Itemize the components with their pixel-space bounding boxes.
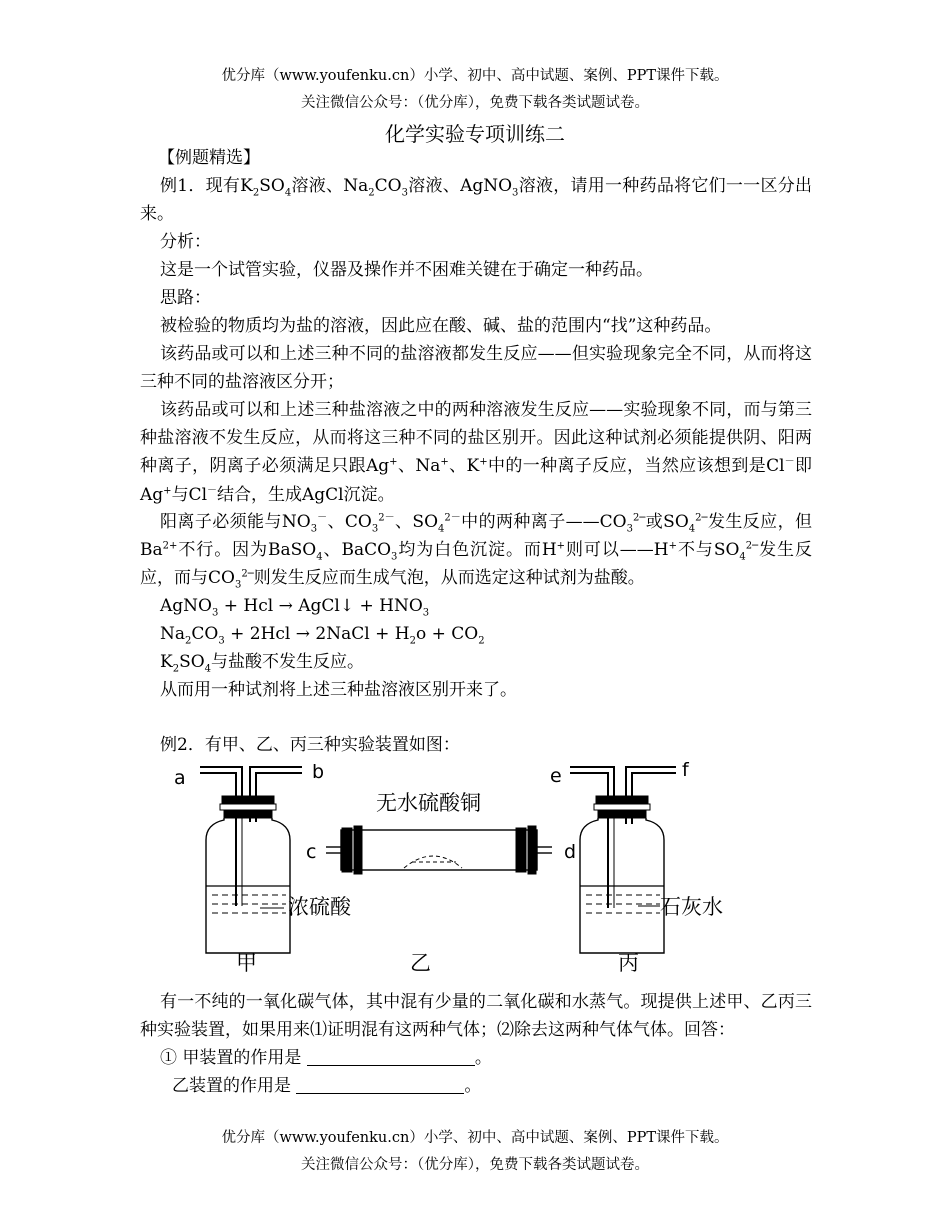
tube-yi: [326, 826, 552, 874]
idea-paragraph-1: 被检验的物质均为盐的溶液，因此应在酸、碱、盐的范围内“找”这种药品。: [160, 316, 722, 336]
question-1: ① 甲装置的作用是 。: [160, 1048, 492, 1068]
idea-paragraph-2: 该药品或可以和上述三种不同的盐溶液都发生反应——但实验现象完全不同，从而将这三种不同的盐溶液区分开；: [140, 344, 812, 393]
equation-3: $K_2SO_4$与盐酸不发生反应。: [160, 652, 365, 675]
label-c: c: [306, 841, 317, 863]
bottle-jia: [200, 767, 302, 953]
answer-blank-1[interactable]: [307, 1047, 475, 1066]
example-2-paragraph: 有一不纯的一氧化碳气体，其中混有少量的二氧化碳和水蒸气。现提供上述甲、乙丙三种实验装置，如果用来⑴证明混有这两种气体；⑵除去这两种气体气体。回答：: [140, 992, 812, 1041]
label-yi: 乙: [410, 951, 431, 975]
apparatus-figure: [160, 758, 800, 978]
bottle-bing: [570, 767, 676, 953]
section-heading: 【例题精选】: [158, 148, 260, 168]
analysis-label: 分析：: [160, 232, 211, 252]
footer-line-2: 关注微信公众号：（优分库），免费下载各类试题试卷。: [301, 1157, 649, 1173]
answer-blank-2[interactable]: [296, 1075, 464, 1094]
footer-line-1: 优分库（www.youfenku.cn）小学、初中、高中试题、案例、PPT课件下载。: [221, 1130, 729, 1146]
conclusion: 从而用一种试剂将上述三种盐溶液区别开来了。: [160, 680, 517, 700]
header-line-1: 优分库（www.youfenku.cn）小学、初中、高中试题、案例、PPT课件下载。: [221, 68, 729, 84]
equation-2: $Na_2CO_3 + 2Hcl$ → 2NaCl + $H_2o + CO_2$: [160, 624, 485, 647]
page-title: 化学实验专项训练二: [385, 122, 565, 146]
example-1-question: 例1．现有$K_2SO_4$溶液、$Na_2CO_3$溶液、AgNO$_3$溶液，请用一种药品将它们一一区分出来。: [140, 176, 812, 225]
label-e: e: [550, 765, 562, 787]
example-2-question: 例2．有甲、乙、丙三种实验装置如图：: [160, 735, 460, 755]
label-jia: 甲: [236, 951, 257, 975]
label-limewater: 石灰水: [660, 895, 723, 919]
idea-label: 思路：: [160, 288, 211, 308]
label-conc-h2so4: 浓硫酸: [288, 895, 351, 919]
question-2: 乙装置的作用是 。: [172, 1076, 482, 1096]
idea-paragraph-4: 阳离子必须能与$NO_3^-$、$CO_3^{2-}$、$SO_4^{2-}$中的两种离子$——CO_3^{2─}$或$SO_4^{2─}$发生反应，但$Ba^{2+}$不行。因为BaSO$_4$、BaCO$_3$均为白色沉淀。而H+则可以——H+不与$SO_4^{2─}$发生反应，而与$CO_3^{2─}$则发生反应而生成气泡，从而选定这种试剂为盐酸。: [140, 512, 812, 591]
label-f: f: [682, 759, 689, 781]
equation-1: AgNO$_3$ + Hcl → AgCl↓ + $HNO_3$: [160, 596, 430, 619]
label-a: a: [174, 767, 186, 789]
label-b: b: [312, 761, 325, 783]
header-line-2: 关注微信公众号：（优分库），免费下载各类试题试卷。: [301, 95, 649, 111]
label-bing: 丙: [618, 951, 639, 975]
analysis-text: 这是一个试管实验，仪器及操作并不困难关键在于确定一种药品。: [160, 260, 653, 280]
label-anhydrous-cuso4: 无水硫酸铜: [376, 791, 481, 815]
label-d: d: [564, 841, 577, 863]
idea-paragraph-3: 该药品或可以和上述三种盐溶液之中的两种溶液发生反应——实验现象不同，而与第三种盐溶液不发生反应，从而将这三种不同的盐区别开。因此这种试剂必须能提供阴、阳两种离子，阴离子必须满足只跟Ag+、Na+、K+中的一种离子反应，当然应该想到是Cl－即Ag+与Cl－结合，生成AgCl沉淀。: [140, 400, 812, 505]
